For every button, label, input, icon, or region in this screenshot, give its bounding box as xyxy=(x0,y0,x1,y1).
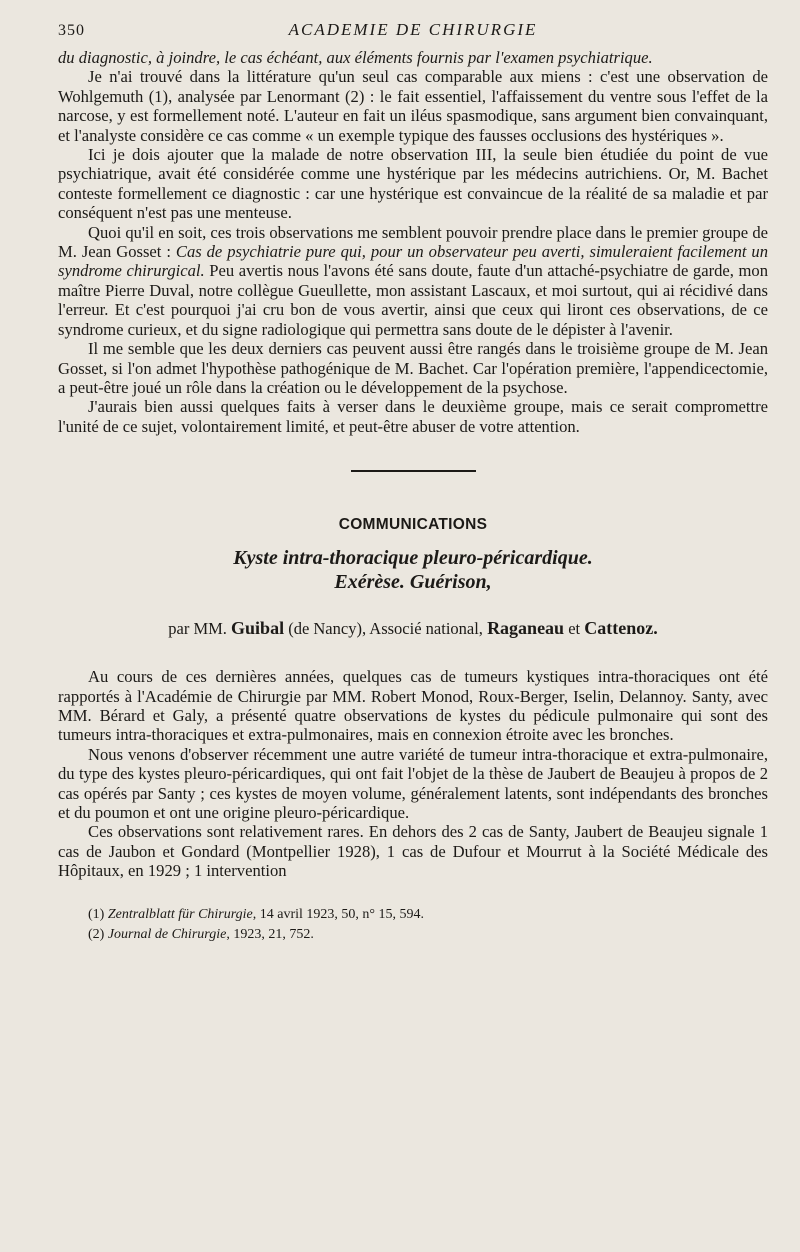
article-body xyxy=(58,667,768,880)
page-header xyxy=(58,0,768,48)
paragraph: Au cours de ces dernières années, quelques cas de tumeurs kystiques intra-thoraciques ont été rapportés à l'Académie de Chirurgie par MM. Robert Monod, Roux-Berger, Iselin, Delannoy. Santy, avec MM. Bérard et Galy, a présenté quatre observations de kystes du pédicule pulmonaire qui sont des tumeurs intra-thoraciques et extra-pulmonaires, mais en connexion étroite avec les bronches. xyxy=(58,667,768,745)
paragraph: Je n'ai trouvé dans la littérature qu'un seul cas comparable aux miens : c'est une observation de Wohlgemuth (1), analysée par Lenormant (2) : le fait essentiel, l'affaissement du ventre sous l'effet de la narcose, y est formellement noté. L'auteur en fait un iléus spasmodique, sans argument bien convainquant, et l'analyste considère ce cas comme « un exemple typique des fausses occlusions des hystériques ». xyxy=(58,67,768,145)
paragraph: Ces observations sont relativement rares. En dehors des 2 cas de Santy, Jaubert de Beaujeu signale 1 cas de Jaubon et Gondard (Montpellier 1928), 1 cas de Dufour et Mourrut à la Société Médicale des Hôpitaux, en 1929 ; 1 intervention xyxy=(58,822,768,881)
article-title: Kyste intra-thoracique pleuro-péricardique. Exérèse. Guérison, xyxy=(233,547,593,594)
author-name: Guibal xyxy=(231,618,285,639)
paragraph: Ici je dois ajouter que la malade de notre observation III, la seule bien étudiée du point de vue psychiatrique, avait été considérée comme une hystérique par les médecins autrichiens. Or, M. Bachet conteste formellement ce diagnostic : car une hystérique est convaincue de la réalité de sa maladie et par conséquent n'est pas une menteuse. xyxy=(58,145,768,223)
paragraph: Quoi qu'il en soit, ces trois observations me semblent pouvoir prendre place dans le premier groupe de M. Jean Gosset : Cas de psychiatrie pure qui, pour un observateur peu averti, simuleraient facilement un syndrome chirurgical. Peu avertis nous l'avons été sans doute, faute d'un attaché-psychiatre de garde, mon maître Pierre Duval, notre collègue Gueullette, mon assistant Lascaux, et moi surtout, qui ai récidivé dans l'erreur. Et c'est pourquoi j'ai cru bon de vous avertir, ainsi que ceux qui liront ces observations, de ce syndrome curieux, et du signe radiologique qui permettra sans doute de le dépister à l'avenir. xyxy=(58,222,769,339)
running-title: ACADEMIE DE CHIRURGIE xyxy=(288,20,538,39)
paragraph: Il me semble que les deux derniers cas peuvent aussi être rangés dans le troisième groupe de M. Jean Gosset, si l'on admet l'hypothèse pathogénique de M. Bachet. Car l'opération première, l'appendicectomie, a peut-être joué un rôle dans la création ou le développement de la psychose. xyxy=(58,339,768,397)
quoted-group-title: Cas de psychiatrie pure qui, pour un observateur peu averti, simuleraient facilement un syndrome chirurgical. xyxy=(58,242,769,281)
author-name: Cattenoz. xyxy=(584,618,658,639)
section-heading: COMMUNICATIONS xyxy=(338,516,488,534)
footnote: (1) Zentralblatt für Chirurgie, 14 avril 1923, 50, n° 15, 594. xyxy=(88,906,425,922)
footnote: (2) Journal de Chirurgie, 1923, 21, 752. xyxy=(88,926,314,942)
footnotes xyxy=(58,905,768,945)
author-name: Raganeau xyxy=(487,618,565,639)
paragraph: Nous venons d'observer récemment une autre variété de tumeur intra-thoracique et extra-pulmonaire, du type des kystes pleuro-péricardiques, qui ont fait l'objet de la thèse de Jaubert de Beaujeu à propos de 2 cas opérés par Santy ; ces kystes de moyen volume, généralement latents, sont indépendants des bronches et du poumon et ont une origine pleuro-péricardique. xyxy=(58,744,768,822)
section-divider xyxy=(351,470,476,472)
page-number: 350 xyxy=(58,22,85,39)
article-authors: par MM. Guibal (de Nancy), Associé national, Raganeau et Cattenoz. xyxy=(168,618,658,639)
paragraph-continuation: du diagnostic, à joindre, le cas échéant, aux éléments fournis par l'examen psychiatrique. xyxy=(58,48,653,67)
paragraph: J'aurais bien aussi quelques faits à verser dans le deuxième groupe, mais ce serait compromettre l'unité de ce sujet, volontairement limité, et peut-être abuser de votre attention. xyxy=(58,397,768,436)
